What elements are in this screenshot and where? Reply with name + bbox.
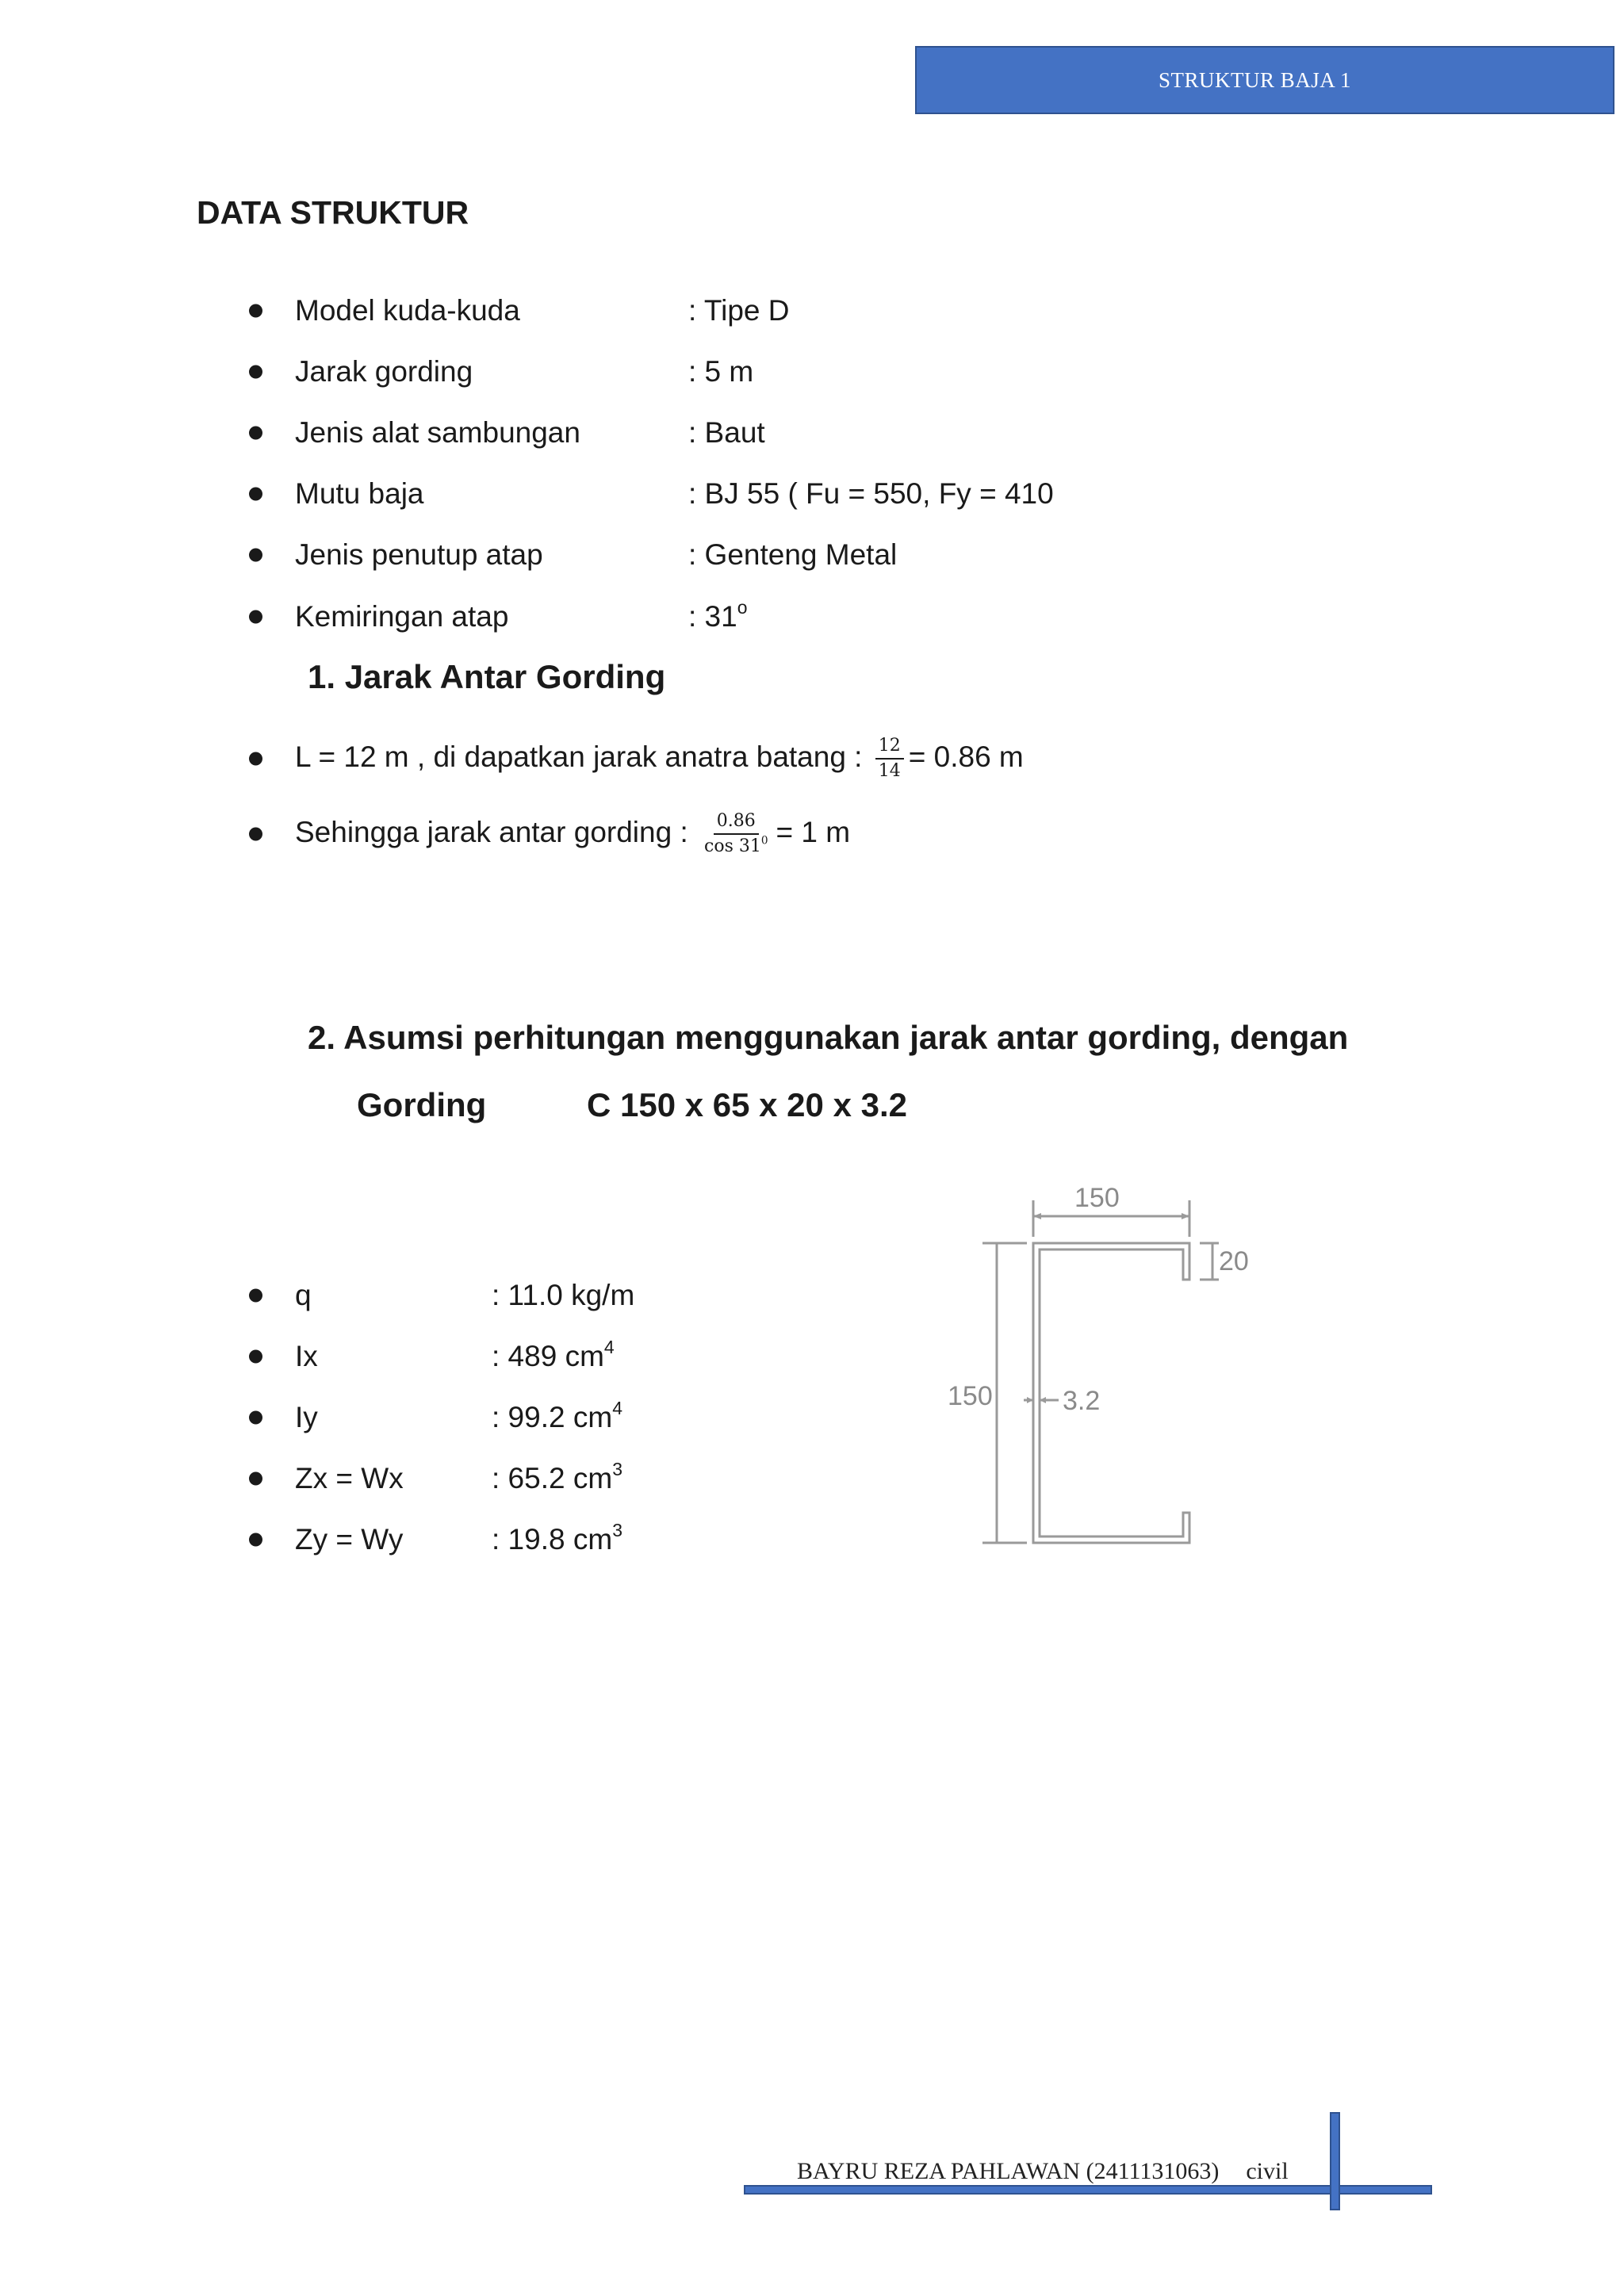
bullet-icon <box>249 365 262 379</box>
channel-outline <box>1033 1243 1189 1543</box>
bullet-icon <box>249 1533 262 1547</box>
list-item <box>0 731 1624 786</box>
item-value: : BJ 55 ( Fu = 550, Fy = 410 <box>688 477 1054 510</box>
item-label: Jarak gording <box>295 355 473 388</box>
property-value: : 19.8 $cm^3$ <box>492 1519 622 1556</box>
thickness-label: 3.2 <box>1063 1386 1101 1416</box>
property-label: Ix <box>295 1340 318 1372</box>
item-label: Mutu baja <box>295 477 424 510</box>
gording-label: Gording <box>357 1086 487 1123</box>
list-item <box>0 290 1624 331</box>
item-value: : Genteng Metal <box>688 538 898 571</box>
lip-label: 20 <box>1219 1246 1249 1276</box>
item-label: Kemiringan atap <box>295 600 509 633</box>
section-heading-1: 1. Jarak Antar Gording <box>308 658 666 695</box>
header-text: STRUKTUR BAJA 1 <box>1158 67 1351 92</box>
property-label: q <box>295 1279 312 1311</box>
footer-vertical-bar <box>1330 2112 1340 2210</box>
list-item <box>0 1336 1624 1377</box>
list-item <box>0 351 1624 392</box>
section-heading-2: 2. Asumsi perhitungan menggunakan jarak antar gording, dengan <box>308 1019 1349 1056</box>
list-item <box>0 1275 1624 1316</box>
item-value: : 31$^o$ <box>688 596 748 633</box>
formula-line: Sehingga jarak antar gording : $\frac{0.86}{\cos 31^0}$ = 1 m <box>295 810 851 856</box>
property-label: Zx = Wx <box>295 1462 404 1494</box>
item-label: Jenis penutup atap <box>295 538 543 571</box>
property-value: : 11.0 kg/m <box>492 1279 635 1311</box>
list-item <box>0 412 1624 453</box>
c-channel-diagram <box>948 1181 1289 1570</box>
list-item <box>0 1519 1624 1560</box>
bullet-icon <box>249 1411 262 1425</box>
property-value: : 489 $cm^4$ <box>492 1336 615 1372</box>
property-value: : 99.2 $cm^4$ <box>492 1397 622 1433</box>
bullet-icon <box>249 427 262 440</box>
item-value: : Tipe D <box>688 294 790 327</box>
list-item <box>0 596 1624 637</box>
item-label: Model kuda-kuda <box>295 294 520 327</box>
item-label: Jenis alat sambungan <box>295 416 580 449</box>
list-item <box>0 534 1624 576</box>
list-item <box>0 1397 1624 1438</box>
list-item <box>0 1458 1624 1499</box>
bullet-icon <box>249 1472 262 1486</box>
width-label: 150 <box>1074 1183 1120 1213</box>
gording-spec-row <box>357 1086 907 1124</box>
fraction: $\frac{0.86}{\cos 31^0}$ <box>704 810 768 856</box>
degree-superscript: o <box>737 596 748 618</box>
footer-author: BAYRU REZA PAHLAWAN (2411131063) civil <box>797 2158 1289 2184</box>
property-label: Iy <box>295 1401 318 1433</box>
bullet-icon <box>249 1350 262 1364</box>
bullet-icon <box>249 488 262 501</box>
formula-line: L = 12 m , di dapatkan jarak anatra batang : $\frac{12}{14}$ = 0.86 m <box>295 735 1024 781</box>
bullet-icon <box>249 610 262 624</box>
height-label: 150 <box>948 1381 993 1411</box>
gording-spec: C 150 x 65 x 20 x 3.2 <box>587 1086 907 1123</box>
fraction: $\frac{12}{14}$ <box>875 737 904 781</box>
list-item <box>0 802 1624 866</box>
bullet-icon <box>249 304 262 318</box>
property-value: : 65.2 $cm^3$ <box>492 1458 622 1494</box>
list-item <box>0 473 1624 515</box>
footer-horizontal-bar <box>744 2185 1432 2195</box>
bullet-icon <box>249 549 262 562</box>
header-banner <box>915 46 1614 114</box>
item-value: : Baut <box>688 416 765 449</box>
page-title: DATA STRUKTUR <box>197 194 469 231</box>
bullet-icon <box>249 828 262 841</box>
bullet-icon <box>249 752 262 766</box>
bullet-icon <box>249 1289 262 1303</box>
property-label: Zy = Wy <box>295 1523 404 1556</box>
item-value: : 5 m <box>688 355 754 388</box>
